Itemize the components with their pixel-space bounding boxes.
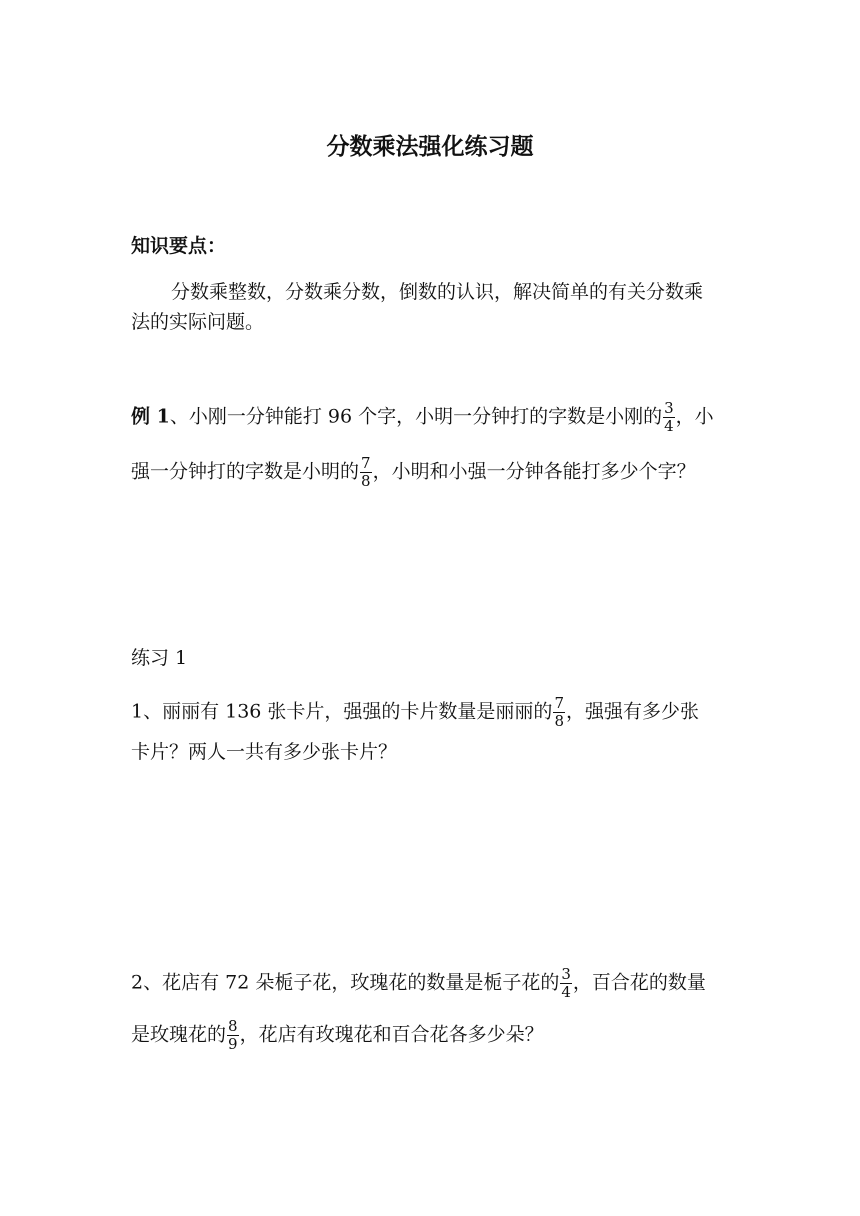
example-1-fraction-7-8: [360, 455, 372, 490]
fraction-denominator: 9: [228, 1035, 238, 1053]
question-1-fraction-7-8: [553, 695, 565, 730]
question-2-text-c: 是玫瑰花的: [131, 1023, 227, 1046]
question-2-text-b: ，百合花的数量: [572, 971, 706, 994]
question-2-fraction-3-4: [560, 966, 572, 1001]
example-1-fraction-3-4: [663, 400, 675, 435]
question-1-line-2: 卡片？两人一共有多少张卡片？: [131, 741, 398, 763]
fraction-numerator: 3: [561, 965, 571, 983]
example-1-line-1: [131, 400, 714, 435]
knowledge-text-line-1: 分数乘整数，分数乘分数，倒数的认识，解决简单的有关分数乘: [171, 281, 704, 303]
fraction-denominator: 8: [554, 712, 564, 730]
fraction-numerator: 7: [554, 694, 564, 712]
fraction-denominator: 8: [361, 472, 371, 490]
example-1-text-c: 强一分钟打的字数是小明的: [131, 460, 360, 483]
example-1-text-a: 、小刚一分钟能打 96 个字，小明一分钟打的字数是小刚的: [169, 405, 663, 428]
practice-1-heading: 练习 1: [131, 647, 188, 669]
fraction-numerator: 7: [361, 454, 371, 472]
question-2-line-2: [131, 1018, 544, 1053]
page-title: 分数乘法强化练习题: [326, 133, 534, 160]
question-2-fraction-8-9: [227, 1018, 239, 1053]
example-1-text-b: ，小: [675, 405, 714, 428]
fraction-numerator: 8: [228, 1017, 238, 1035]
question-2-line-1: [131, 966, 706, 1001]
knowledge-heading: 知识要点：: [131, 235, 227, 257]
question-1-text-a: 1、丽丽有 136 张卡片，强强的卡片数量是丽丽的: [131, 700, 553, 723]
example-1-label: 例 1: [131, 405, 170, 428]
question-1-line-1: [131, 695, 699, 730]
example-1-text-d: ，小明和小强一分钟各能打多少个字？: [372, 460, 696, 483]
fraction-denominator: 4: [561, 983, 571, 1001]
question-2-text-d: ，花店有玫瑰花和百合花各多少朵？: [239, 1023, 544, 1046]
question-2-text-a: 2、花店有 72 朵栀子花，玫瑰花的数量是栀子花的: [131, 971, 560, 994]
fraction-numerator: 3: [664, 399, 674, 417]
example-1-line-2: [131, 455, 696, 490]
knowledge-text-line-2: 法的实际问题。: [131, 311, 265, 333]
question-1-text-b: ，强强有多少张: [565, 700, 699, 723]
fraction-denominator: 4: [664, 417, 674, 435]
